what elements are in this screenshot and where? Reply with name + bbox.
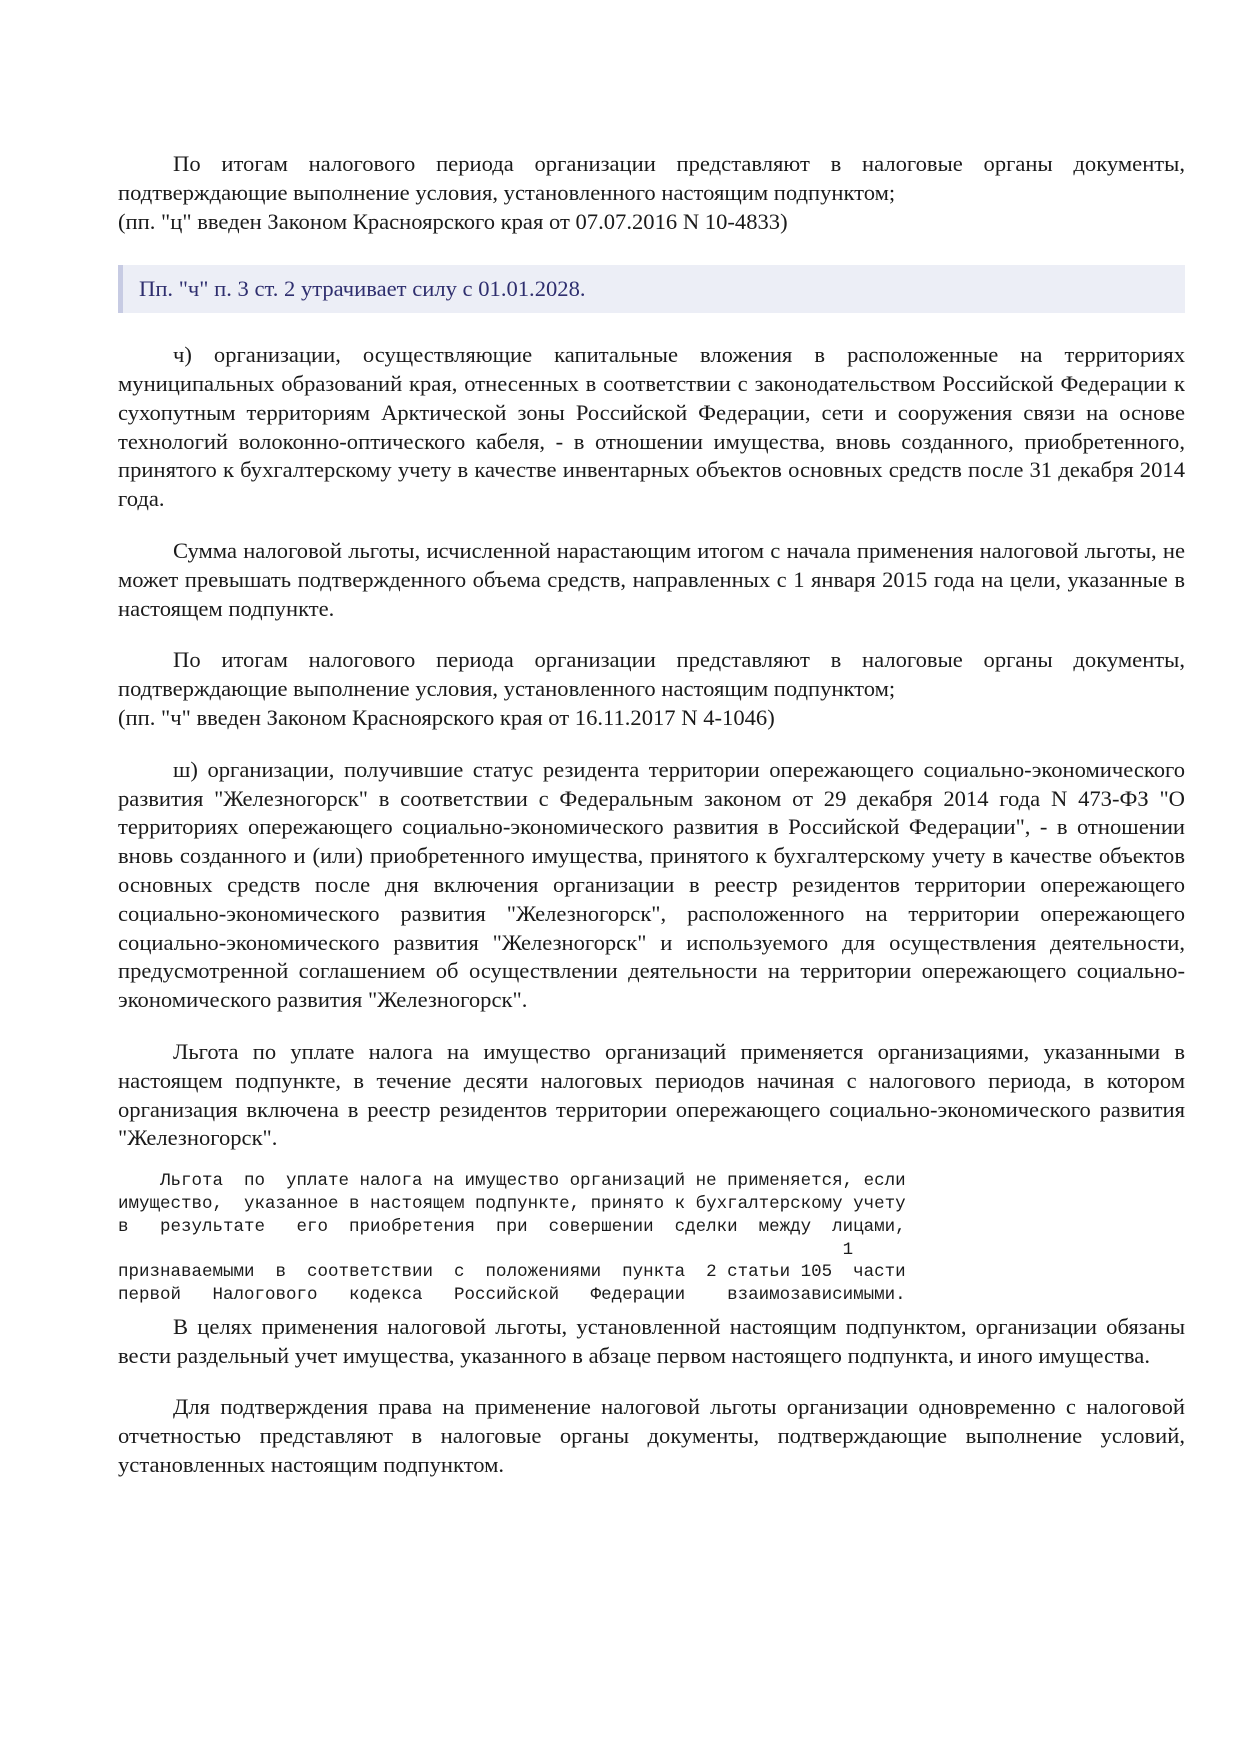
amendment-note-c: (пп. "ц" введен Законом Красноярского края от 07.07.2016 N 10-4833) (118, 208, 788, 234)
spacer (118, 236, 1185, 265)
spacer (118, 1153, 1185, 1170)
spacer (118, 514, 1185, 537)
paragraph-sh-separate-accounting: В целях применения налоговой льготы, установленной настоящим подпунктом, организации обязаны вести раздельный учет имущества, указанного в абзаце первом настоящего подпункта, и иного имущества. (118, 1313, 1185, 1368)
paragraph-ch-documents: По итогам налогового периода организации представляют в налоговые органы документы, подтверждающие выполнение условия, установленного настоящим подпунктом; (118, 647, 1185, 702)
spacer (118, 1370, 1185, 1393)
spacer (118, 623, 1185, 646)
paragraph-sh-benefit-period: Льгота по уплате налога на имущество организаций применяется организациями, указанными в настоящем подпункте, в течение десяти налоговых периодов начиная с налогового периода, в котором организация включена в реестр резидентов территории опережающего социально-экономического развития "Железногорск". (118, 1038, 1185, 1151)
paragraph-ch-main: ч) организации, осуществляющие капитальные вложения в расположенные на территориях муниципальных образований края, отнесенных в соответствии с законодательством Российской Федерации к сухопутным территориям Арктической зоны Российской Федерации, сети и сооружения связи на основе технологий волоконно-оптического кабеля, - в отношении имущества, вновь созданного, приобретенного, принятого к бухгалтерскому учету в качестве инвентарных объектов основных средств после 31 декабря 2014 года. (118, 342, 1185, 512)
paragraph-c-documents: По итогам налогового периода организации представляют в налоговые органы документы, подтверждающие выполнение условия, установленного настоящим подпунктом; (118, 151, 1185, 205)
spacer (118, 1015, 1185, 1038)
paragraph-ch-benefit-sum: Сумма налоговой льготы, исчисленной нарастающим итогом с начала применения налоговой льготы, не может превышать подтвержденного объема средств, направленных с 1 января 2015 года на цели, указанные в настоящем подпункте. (118, 537, 1185, 621)
preformatted-benefit-exclusion: Льгота по уплате налога на имущество организаций не применяется, если имущество, указанное в настоящем подпункте, принято к бухгалтерскому учету в результате его приобретения при совершении сделки между лицами, 1 признаваемыми в соответствии с положениями пункта 2 статьи 105 части первой Налогового кодекса Российской Федерации взаимозависимыми. (118, 1171, 906, 1306)
amendment-note-ch: (пп. "ч" введен Законом Красноярского края от 16.11.2017 N 4-1046) (118, 704, 775, 730)
paragraph-sh-main: ш) организации, получившие статус резидента территории опережающего социально-экономического развития "Железногорск" в соответствии с Федеральным законом от 29 декабря 2014 года N 473-ФЗ "О территориях опережающего социально-экономического развития в Российской Федерации", - в отношении вновь созданного и (или) приобретенного имущества, принятого к бухгалтерскому учету в качестве объектов основных средств после дня включения организации в реестр резидентов территории опережающего социально-экономического развития "Железногорск", расположенного на территории опережающего социально-экономического развития "Железногорск" и используемого для осуществления деятельности, предусмотренной соглашением об осуществлении деятельности на территории опережающего социально-экономического развития "Железногорск". (118, 756, 1185, 1013)
spacer (118, 313, 1185, 341)
spacer (118, 733, 1185, 756)
expiry-notice-ch: Пп. "ч" п. 3 ст. 2 утрачивает силу с 01.01.2028. (118, 265, 1185, 313)
document-page (118, 150, 1185, 1480)
paragraph-sh-confirmation: Для подтверждения права на применение налоговой льготы организации одновременно с налоговой отчетностью представляют в налоговые органы документы, подтверждающие выполнение условий, установленных настоящим подпунктом. (118, 1394, 1185, 1478)
